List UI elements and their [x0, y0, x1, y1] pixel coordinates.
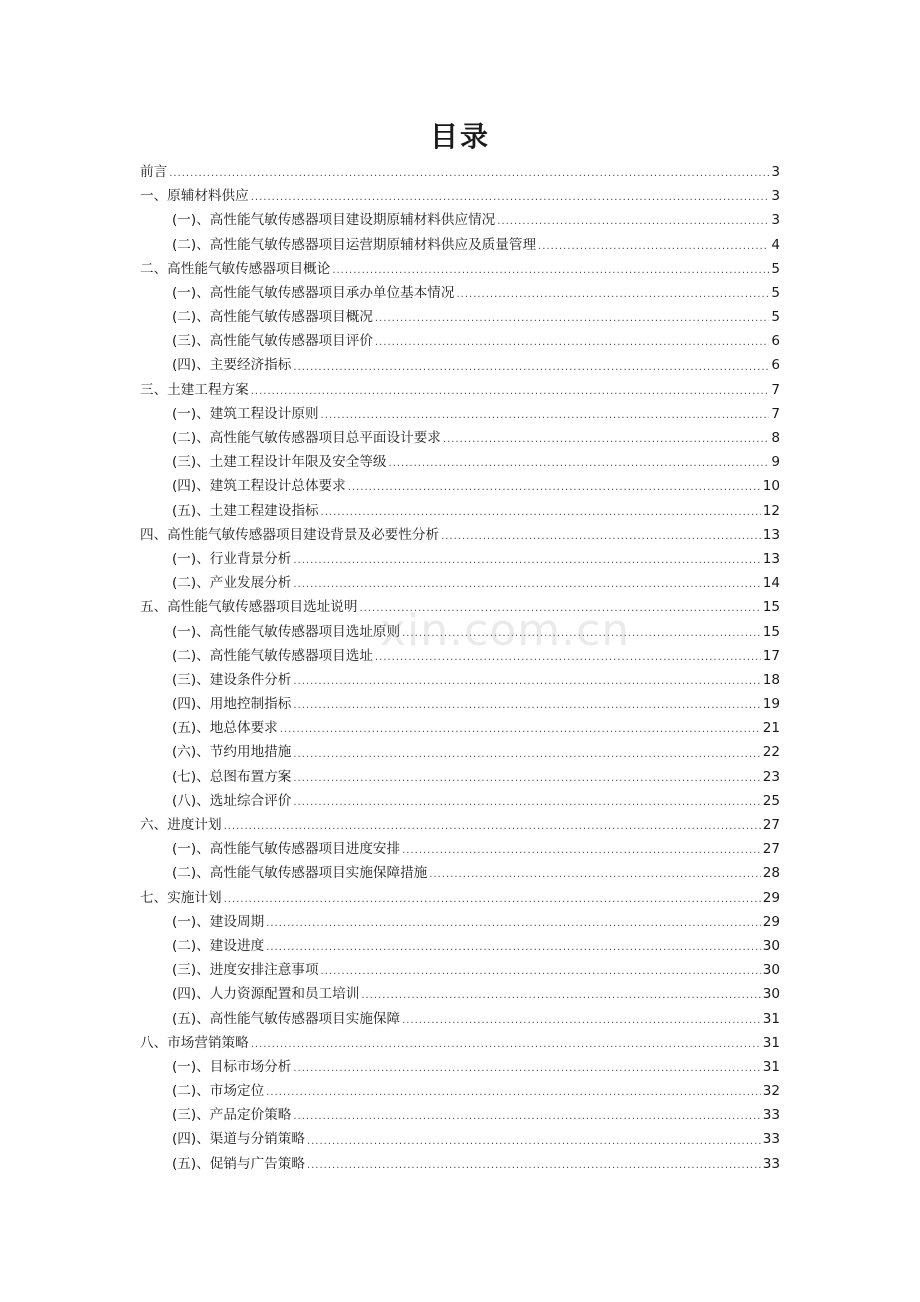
toc-leader-dots [293, 741, 760, 765]
toc-entry-title: 六、进度计划 [140, 817, 222, 834]
toc-entry-title: 八、市场营销策略 [140, 1034, 249, 1051]
toc-entry[interactable] [140, 620, 780, 644]
toc-entry-title: (五)、地总体要求 [172, 720, 278, 737]
toc-entry-page-number: 31 [762, 1034, 780, 1051]
toc-entry-page-number: 31 [762, 1010, 780, 1027]
toc-entry[interactable] [140, 305, 780, 329]
toc-entry-page-number: 3 [771, 212, 780, 229]
toc-entry-page-number: 31 [762, 1058, 780, 1075]
toc-entry[interactable] [140, 1079, 780, 1103]
toc-entry[interactable] [140, 450, 780, 474]
toc-leader-dots [266, 910, 761, 934]
toc-entry-title: (三)、建设条件分析 [172, 671, 292, 688]
toc-leader-dots [497, 208, 769, 232]
toc-leader-dots [251, 1031, 761, 1055]
toc-entry[interactable] [140, 789, 780, 813]
toc-entry[interactable] [140, 644, 780, 668]
toc-leader-dots [169, 160, 769, 184]
toc-leader-dots [293, 354, 769, 378]
toc-entry[interactable] [140, 257, 780, 281]
toc-leader-dots [375, 305, 769, 329]
toc-entry[interactable] [140, 934, 780, 958]
toc-entry-page-number: 9 [771, 454, 780, 471]
toc-entry-title: (七)、总图布置方案 [172, 768, 292, 785]
toc-entry-title: (三)、产品定价策略 [172, 1107, 292, 1124]
toc-leader-dots [402, 1007, 761, 1031]
toc-entry[interactable] [140, 354, 780, 378]
toc-entry[interactable] [140, 741, 780, 765]
toc-entry-page-number: 3 [771, 188, 780, 205]
toc-leader-dots [456, 281, 769, 305]
toc-entry-page-number: 5 [771, 260, 780, 277]
toc-entry[interactable] [140, 208, 780, 232]
toc-entry-page-number: 8 [771, 430, 780, 447]
toc-leader-dots [375, 644, 761, 668]
toc-leader-dots [224, 813, 761, 837]
toc-entry[interactable] [140, 426, 780, 450]
toc-entry-page-number: 4 [771, 236, 780, 253]
toc-entry[interactable] [140, 982, 780, 1006]
toc-entry-page-number: 25 [762, 792, 780, 809]
toc-leader-dots [361, 982, 760, 1006]
toc-entry[interactable] [140, 716, 780, 740]
toc-entry-title: (一)、高性能气敏传感器项目承办单位基本情况 [172, 284, 455, 301]
toc-entry[interactable] [140, 523, 780, 547]
toc-entry[interactable] [140, 1152, 780, 1176]
toc-entry-page-number: 15 [762, 623, 780, 640]
toc-entry[interactable] [140, 1055, 780, 1079]
toc-entry[interactable] [140, 329, 780, 353]
toc-entry-page-number: 6 [771, 333, 780, 350]
toc-entry[interactable] [140, 1007, 780, 1031]
toc-entry-page-number: 5 [771, 284, 780, 301]
toc-entry-title: (一)、建设周期 [172, 913, 265, 930]
toc-entry-title: 五、高性能气敏传感器项目选址说明 [140, 599, 358, 616]
toc-entry[interactable] [140, 402, 780, 426]
toc-entry[interactable] [140, 886, 780, 910]
toc-entry-page-number: 15 [762, 599, 780, 616]
toc-entry[interactable] [140, 958, 780, 982]
toc-entry-page-number: 17 [762, 647, 780, 664]
toc-entry-title: 三、土建工程方案 [140, 381, 249, 398]
toc-entry-page-number: 30 [762, 962, 780, 979]
watermark: xin.com.cn [380, 605, 631, 656]
toc-entry-page-number: 13 [762, 526, 780, 543]
toc-entry-page-number: 3 [771, 163, 780, 180]
toc-entry-page-number: 28 [762, 865, 780, 882]
toc-entry-title: (二)、产业发展分析 [172, 575, 292, 592]
toc-entry-title: (二)、市场定位 [172, 1083, 265, 1100]
toc-leader-dots [538, 233, 769, 257]
toc-entry-title: (二)、建设进度 [172, 937, 265, 954]
toc-leader-dots [266, 934, 761, 958]
toc-entry-title: (三)、土建工程设计年限及安全等级 [172, 454, 387, 471]
toc-entry-title: (一)、高性能气敏传感器项目进度安排 [172, 841, 401, 858]
toc-entry[interactable] [140, 910, 780, 934]
toc-entry[interactable] [140, 837, 780, 861]
toc-entry[interactable] [140, 378, 780, 402]
toc-entry-page-number: 19 [762, 696, 780, 713]
toc-leader-dots [321, 402, 770, 426]
toc-entry-title: (五)、促销与广告策略 [172, 1155, 305, 1172]
toc-entry-title: (一)、高性能气敏传感器项目选址原则 [172, 623, 401, 640]
toc-title: 目录 [429, 120, 490, 153]
toc-leader-dots [375, 329, 769, 353]
toc-entry[interactable] [140, 765, 780, 789]
toc-entry[interactable] [140, 1128, 780, 1152]
toc-leader-dots [293, 547, 760, 571]
toc-leader-dots [307, 1128, 761, 1152]
toc-entry-page-number: 29 [762, 889, 780, 906]
toc-entry-page-number: 33 [762, 1131, 780, 1148]
toc-entry-page-number: 23 [762, 768, 780, 785]
toc-entry[interactable] [140, 595, 780, 619]
toc-entry-page-number: 5 [771, 309, 780, 326]
toc-leader-dots [266, 1079, 761, 1103]
toc-entry-page-number: 33 [762, 1107, 780, 1124]
toc-entry-title: 七、实施计划 [140, 889, 222, 906]
toc-entry[interactable] [140, 499, 780, 523]
toc-entry[interactable] [140, 668, 780, 692]
toc-entry-title: (五)、土建工程建设指标 [172, 502, 319, 519]
toc-entry-page-number: 27 [762, 841, 780, 858]
toc-entry-page-number: 10 [762, 478, 780, 495]
toc-entry-title: (一)、建筑工程设计原则 [172, 405, 319, 422]
table-of-contents [140, 160, 780, 1176]
toc-entry[interactable] [140, 1103, 780, 1127]
toc-leader-dots [332, 257, 769, 281]
toc-entry-title: (二)、高性能气敏传感器项目实施保障措施 [172, 865, 428, 882]
toc-entry-page-number: 30 [762, 937, 780, 954]
toc-entry-page-number: 22 [762, 744, 780, 761]
toc-entry[interactable] [140, 547, 780, 571]
toc-entry-page-number: 18 [762, 671, 780, 688]
toc-leader-dots [293, 571, 760, 595]
toc-entry[interactable] [140, 160, 780, 184]
toc-leader-dots [251, 378, 770, 402]
toc-leader-dots [389, 450, 770, 474]
toc-entry-page-number: 30 [762, 986, 780, 1003]
toc-entry-title: (一)、目标市场分析 [172, 1058, 292, 1075]
toc-leader-dots [321, 499, 761, 523]
toc-entry-title: (二)、高性能气敏传感器项目总平面设计要求 [172, 430, 441, 447]
toc-entry-page-number: 33 [762, 1155, 780, 1172]
toc-entry-title: (四)、用地控制指标 [172, 696, 292, 713]
toc-entry-page-number: 12 [762, 502, 780, 519]
toc-entry-title: (四)、主要经济指标 [172, 357, 292, 374]
toc-entry[interactable] [140, 1031, 780, 1055]
toc-entry-title: (三)、进度安排注意事项 [172, 962, 319, 979]
toc-entry-title: (二)、高性能气敏传感器项目概况 [172, 309, 373, 326]
toc-leader-dots [429, 861, 760, 885]
toc-entry[interactable] [140, 281, 780, 305]
toc-leader-dots [293, 692, 760, 716]
toc-entry-title: (五)、高性能气敏传感器项目实施保障 [172, 1010, 401, 1027]
toc-entry[interactable] [140, 474, 780, 498]
toc-entry-title: (三)、高性能气敏传感器项目评价 [172, 333, 373, 350]
toc-entry[interactable] [140, 692, 780, 716]
toc-entry-title: 前言 [140, 163, 168, 180]
toc-entry-page-number: 7 [771, 405, 780, 422]
toc-leader-dots [293, 1103, 760, 1127]
toc-entry-title: (四)、建筑工程设计总体要求 [172, 478, 346, 495]
toc-entry-title: 一、原辅材料供应 [140, 188, 249, 205]
toc-leader-dots [251, 184, 770, 208]
toc-entry-page-number: 7 [771, 381, 780, 398]
toc-entry-page-number: 21 [762, 720, 780, 737]
toc-leader-dots [293, 789, 760, 813]
toc-entry-page-number: 27 [762, 817, 780, 834]
toc-leader-dots [293, 668, 760, 692]
toc-entry[interactable] [140, 233, 780, 257]
toc-leader-dots [307, 1152, 761, 1176]
toc-entry[interactable] [140, 861, 780, 885]
toc-leader-dots [402, 837, 761, 861]
toc-leader-dots [402, 620, 761, 644]
toc-entry-title: (一)、行业背景分析 [172, 550, 292, 567]
toc-entry-title: (二)、高性能气敏传感器项目运营期原辅材料供应及质量管理 [172, 236, 537, 253]
toc-entry-title: (二)、高性能气敏传感器项目选址 [172, 647, 373, 664]
toc-entry-title: (六)、节约用地措施 [172, 744, 292, 761]
toc-leader-dots [360, 595, 761, 619]
toc-entry-title: (八)、选址综合评价 [172, 792, 292, 809]
toc-entry-page-number: 6 [771, 357, 780, 374]
toc-entry-page-number: 13 [762, 550, 780, 567]
toc-entry[interactable] [140, 184, 780, 208]
toc-entry-page-number: 29 [762, 913, 780, 930]
toc-entry-title: (一)、高性能气敏传感器项目建设期原辅材料供应情况 [172, 212, 496, 229]
toc-entry-page-number: 32 [762, 1083, 780, 1100]
toc-entry-title: 二、高性能气敏传感器项目概论 [140, 260, 331, 277]
toc-leader-dots [443, 426, 769, 450]
toc-entry[interactable] [140, 571, 780, 595]
toc-entry[interactable] [140, 813, 780, 837]
toc-entry-title: (四)、人力资源配置和员工培训 [172, 986, 360, 1003]
toc-leader-dots [441, 523, 761, 547]
toc-leader-dots [321, 958, 761, 982]
toc-leader-dots [280, 716, 761, 740]
toc-entry-title: (四)、渠道与分销策略 [172, 1131, 305, 1148]
toc-leader-dots [224, 886, 761, 910]
toc-entry-page-number: 14 [762, 575, 780, 592]
toc-leader-dots [348, 474, 761, 498]
toc-entry-title: 四、高性能气敏传感器项目建设背景及必要性分析 [140, 526, 440, 543]
toc-leader-dots [293, 765, 760, 789]
toc-leader-dots [293, 1055, 760, 1079]
